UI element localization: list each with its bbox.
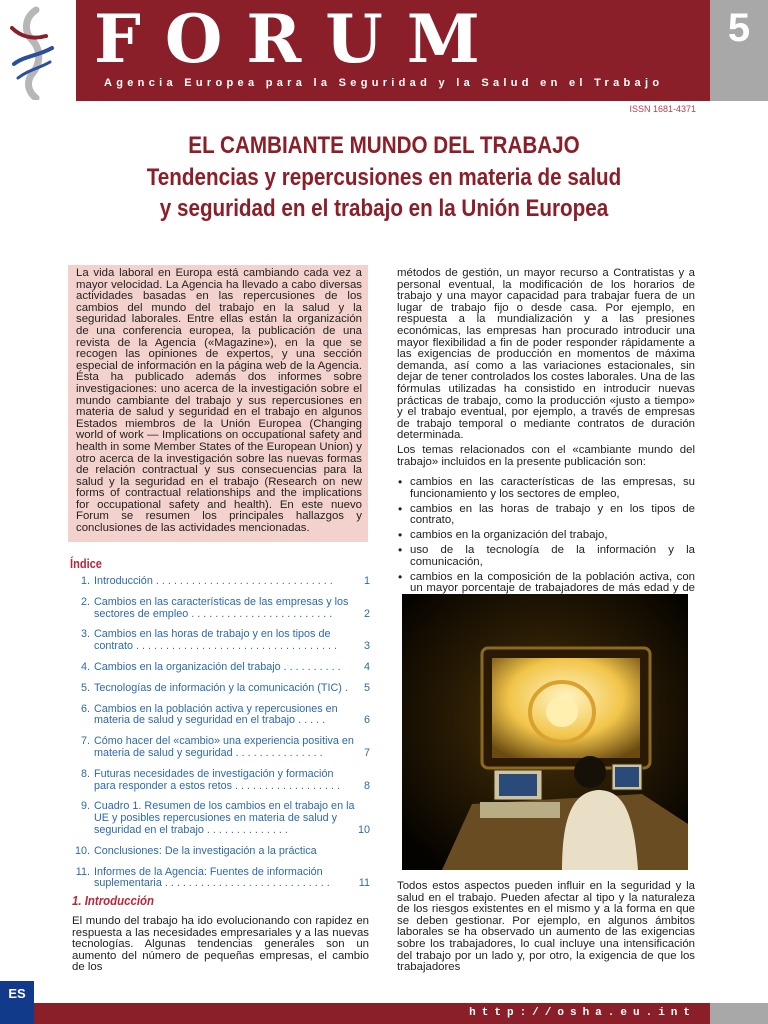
section-text: El mundo del trabajo ha ido evolucionando con rapidez en respuesta a las necesidades empresariales y a las nuevas tecnologías. Algunas tendencias generales son un aumento del número de pequeñas empresas, el cambio de los [72,915,369,974]
toc-number: 7. [80,735,90,748]
lab-photo [402,594,688,870]
list-item: • uso de la tecnología de la información y la comunicación, [397,545,695,569]
toc-page-number: 7 [363,746,370,759]
toc-item[interactable] [74,867,370,891]
toc-page-number: 3 [363,640,370,653]
toc-number: 10. [74,844,90,857]
issue-number: 5 [727,6,751,50]
toc-title: Cambios en las horas de trabajo y en los tipos de contrato . . . . . . . . . . . . . . . . . . . . . . . . . . . . . . . . . . [94,628,337,653]
toc-item[interactable] [74,683,370,695]
table-of-contents [74,576,370,899]
toc-item[interactable] [74,704,370,728]
toc-item[interactable] [74,629,370,653]
toc-title: Tecnologías de información y la comunicación (TIC) . [94,681,348,694]
headline [20,130,748,224]
list-item: • cambios en la organización del trabajo, [397,530,695,542]
paragraph-1: métodos de gestión, un mayor recurso a Contratistas y a personal eventual, la modificación de los horarios de trabajo y una mayor capacidad para trabajar fuera de un lugar de trabajo fijo o desde casa. Por ejemplo, en respuesta a la mundialización y a las presiones económicas, las empresas han procurado introducir una mayor flexibilidad a fin de poder responder rápidamente a las exigencias de producción en momentos de máxima demanda, así como a las variaciones estacionales, sin dejar de tener controlados los costes laborales. Una de las fórmulas utilizadas ha consistido en introducir nuevas prácticas de trabajo, como la producción «justo a tiempo» y el trabajo eventual, por ejemplo, a través de empresas de trabajo temporal o mediante contratos de duración determinada. [397,267,695,442]
issn-label: ISSN 1681-4371 [629,104,696,114]
intro-text: La vida laboral en Europa está cambiando cada vez a mayor velocidad. La Agencia ha llevado a cabo diversas actividades basadas en las repercusiones de los cambios del mundo del trabajo en la salud y la seguridad laborales. Entre ellas están la organización de una conferencia europea, la publicación de una revista de la Agencia («Magazine»), en la que se recogen las opiniones de expertos, y una sección especial de información en la página web de la Agencia. Ésta ha publicado además dos informes sobre investigaciones: uno acerca de la investigación sobre el mundo cambiante del trabajo y sus repercusiones en materia de salud y seguridad en el trabajo en algunos Estados miembros de la Unión Europea (Changing world of work — Implications on occupational safety and health in some Member States of the European Union) y otro acerca de la investigación sobre las nuevas formas de relación contractual y sus consecuencias para la salud y la seguridad en el trabajo (Research on new forms of contractual relationships and the implications for occupational safety and health). En este nuevo Forum se resumen los principales hallazgos y conclusiones de las actividades mencionadas. [76,267,362,535]
headline-sub-1: Tendencias y repercusiones en materia de salud [146,164,622,191]
toc-page-number: 11 [358,877,370,890]
list-item: • cambios en las características de las empresas, su funcionamiento y los sectores de empleo, [397,477,695,501]
toc-number: 4. [80,660,90,673]
toc-number: 3. [80,628,90,641]
toc-title: Cuadro 1. Resumen de los cambios en el trabajo en la UE y posibles repercusiones en materia de salud y seguridad en el trabajo . . . . . . . . . . . . . . [94,800,355,836]
toc-number: 5. [80,681,90,694]
toc-number: 8. [80,767,90,780]
topics-list [397,477,695,610]
toc-page-number: 1 [363,575,370,587]
paragraph-3: Todos estos aspectos pueden influir en la seguridad y la salud en el trabajo. Pueden afectar al tipo y la naturaleza de los riesgos existentes en el mismo y a la forma en que se deben gestionar. Por ejemplo, en algunos ámbitos laborales se ha observado un aumento de las exigencias sobre los trabajadores, lo cual incluye una intensificación del trabajo por un lado y, por otro, la exigencia de que los trabajadores [397,880,695,974]
section-heading: 1. Introducción [72,893,154,908]
toc-page-number: 6 [363,714,370,727]
publication-title: FORUM [94,0,504,78]
footer-corner [710,1003,768,1024]
toc-number: 11. [75,865,90,878]
list-item: • cambios en las horas de trabajo y en los tipos de contrato, [397,504,695,528]
toc-page-number: 2 [363,607,370,620]
toc-number: 9. [80,800,90,813]
toc-page-number: 10 [357,823,370,836]
toc-title: Introducción . . . . . . . . . . . . . . . . . . . . . . . . . . . . . . [94,575,333,587]
headline-main: EL CAMBIANTE MUNDO DEL TRABAJO [188,132,580,159]
website-link[interactable]: http://osha.eu.int [469,1007,696,1019]
toc-title: Futuras necesidades de investigación y formación para responder a estos retos . . . . . . . . . . . . . . . . . . [94,767,341,792]
toc-page-number: 8 [363,779,370,792]
toc-title: Cambios en la población activa y repercusiones en materia de salud y seguridad en el trabajo . . . . . [94,702,338,727]
toc-item[interactable] [74,769,370,793]
toc-item[interactable] [74,597,370,621]
index-heading: Índice [70,556,102,571]
header-banner [76,0,710,101]
toc-item[interactable] [74,736,370,760]
agency-logo-icon [6,6,58,100]
toc-page-number: 4 [363,660,370,673]
toc-number: 6. [80,702,90,715]
toc-page-number: 5 [363,681,370,694]
issue-badge [710,0,768,101]
toc-item[interactable] [74,662,370,674]
language-badge [0,981,34,1024]
list-item: • cambios en la composición de la población activa, con un mayor porcentaje de trabajadores de más edad y de [397,572,695,607]
toc-title: Informes de la Agencia: Fuentes de información suplementaria . . . . . . . . . . . . . . . . . . . . . . . . . . . . [94,865,330,890]
toc-item[interactable] [74,576,370,588]
footer-bar [34,1003,710,1024]
headline-sub-2: y seguridad en el trabajo en la Unión Europea [159,195,609,222]
toc-number: 2. [80,595,90,608]
toc-title: Cambios en la organización del trabajo . . . . . . . . . . [94,660,341,673]
intro-box [68,265,368,542]
toc-title: Conclusiones: De la investigación a la práctica [94,844,317,857]
toc-item[interactable] [74,801,370,836]
agency-name: Agencia Europea para la Seguridad y la Salud en el Trabajo [104,77,664,89]
toc-number: 1. [80,575,90,587]
toc-title: Cambios en las características de las empresas y los sectores de empleo . . . . . . . . . . . . . . . . . . . . . . . . [94,595,349,620]
toc-title: Cómo hacer del «cambio» una experiencia positiva en materia de salud y seguridad . . . . . . . . . . . . . . . [94,735,354,759]
language-code: ES [8,986,26,1001]
toc-item[interactable] [74,846,370,858]
paragraph-2: Los temas relacionados con el «cambiante mundo del trabajo» incluidos en la presente publicación son: [397,444,695,468]
